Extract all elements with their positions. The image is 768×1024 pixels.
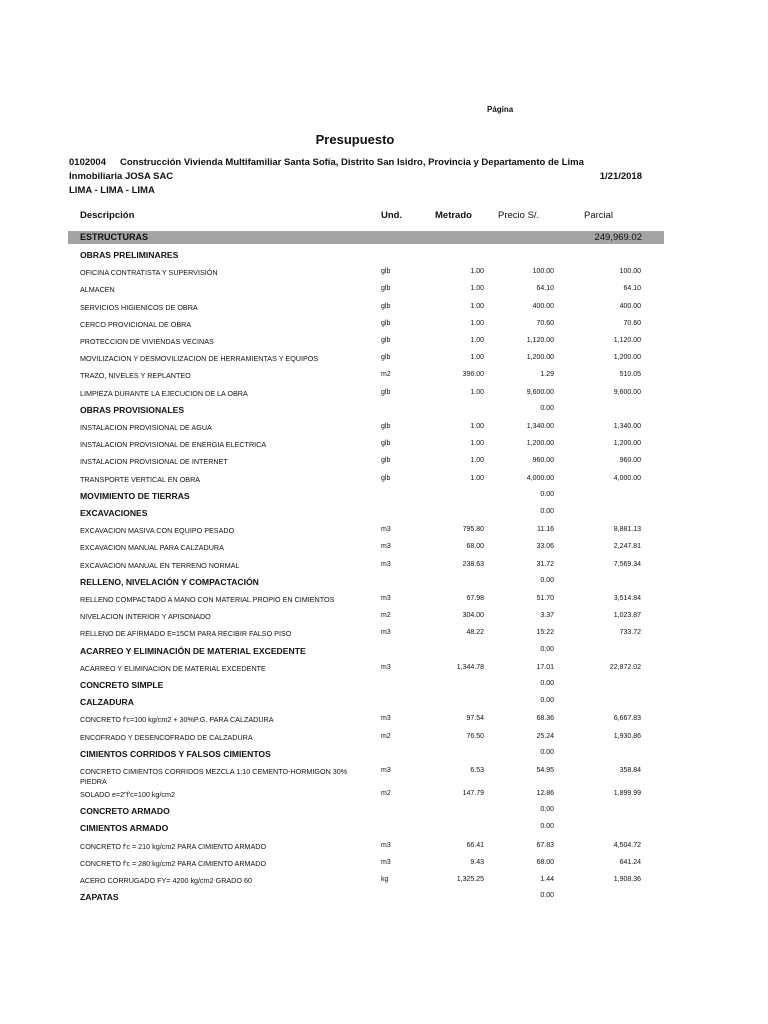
table-row — [0, 767, 768, 786]
table-row — [0, 440, 768, 454]
section-row — [0, 823, 768, 837]
row-quantity: 1.00 — [470, 423, 484, 430]
row-description: MOVIMIENTO DE TIERRAS — [80, 490, 190, 501]
row-partial: 1,930.86 — [613, 732, 641, 740]
table-row — [0, 859, 768, 873]
table-row — [0, 629, 768, 643]
row-price: 25.24 — [536, 732, 554, 740]
row-partial: 8,881.13 — [613, 526, 641, 534]
row-description: CONCRETO ARMADO — [80, 806, 170, 817]
row-quantity: 9.43 — [470, 858, 484, 866]
row-unit: glb — [381, 474, 391, 482]
table-row — [0, 354, 768, 368]
column-header-quantity: Metrado — [435, 210, 472, 221]
row-description: LIMPIEZA DURANTE LA EJECUCION DE LA OBRA — [80, 388, 248, 398]
row-description: OBRAS PRELIMINARES — [80, 250, 179, 260]
row-quantity: 304.00 — [462, 612, 484, 620]
row-price: 4,000.00 — [526, 474, 554, 482]
row-price: 1.44 — [540, 876, 554, 883]
row-price: 0.00 — [540, 697, 554, 705]
row-price: 12.86 — [536, 790, 554, 797]
row-price: 1,200.00 — [526, 440, 554, 448]
row-description: TRAZO, NIVELES Y REPLANTEO — [80, 371, 191, 381]
row-price: 0.00 — [540, 404, 554, 412]
row-quantity: 97.54 — [466, 715, 484, 723]
row-partial: 358.84 — [619, 767, 641, 774]
row-unit: m3 — [381, 841, 391, 849]
row-description: EXCAVACION MANUAL EN TERRENO NORMAL — [80, 560, 240, 570]
row-quantity: 1.00 — [470, 474, 484, 482]
row-price: 68.36 — [536, 715, 554, 723]
row-price: 54.95 — [536, 767, 554, 774]
row-unit: glb — [381, 457, 391, 465]
row-price: 64.10 — [536, 285, 554, 293]
row-unit: m3 — [381, 560, 391, 568]
row-partial: 960.00 — [619, 457, 641, 465]
table-row — [0, 842, 768, 856]
table-row — [0, 595, 768, 609]
row-price: 51.70 — [536, 595, 554, 602]
row-partial: 6,667.83 — [613, 715, 641, 723]
row-quantity: 1.00 — [470, 285, 484, 293]
row-description: NIVELACION INTERIOR Y APISONADO — [80, 612, 211, 622]
project-code: 0102004 — [69, 157, 106, 168]
row-partial: 400.00 — [619, 302, 641, 310]
page-label: Página — [487, 105, 514, 114]
row-price: 0.00 — [540, 823, 554, 831]
row-quantity: 66.41 — [466, 841, 484, 849]
section-row — [0, 491, 768, 505]
row-price: 1,200.00 — [526, 354, 554, 362]
table-row — [0, 303, 768, 317]
row-description: CONCRETO SIMPLE — [80, 680, 164, 690]
row-description: INSTALACION PROVISIONAL DE ENERGIA ELECTRICA — [80, 440, 267, 450]
section-row — [0, 405, 768, 419]
row-price: 400.00 — [532, 302, 554, 310]
row-partial: 22,872.02 — [609, 663, 641, 671]
row-unit: glb — [381, 285, 391, 293]
row-partial: 2,247.81 — [613, 543, 641, 551]
table-row — [0, 876, 768, 890]
row-partial: 4,000.00 — [613, 474, 641, 482]
row-unit: m2 — [381, 371, 391, 379]
section-row — [0, 680, 768, 694]
row-description: INSTALACION PROVISIONAL DE INTERNET — [80, 457, 228, 467]
section-row — [0, 577, 768, 591]
row-quantity: 1.00 — [470, 388, 484, 396]
row-quantity: 1.00 — [470, 337, 484, 344]
row-description: PROTECCION DE VIVIENDAS VECINAS — [80, 337, 214, 346]
row-description: EXCAVACIONES — [80, 508, 148, 518]
table-row — [0, 612, 768, 626]
row-partial: 1,908.36 — [613, 876, 641, 883]
row-quantity: 1.00 — [470, 354, 484, 362]
row-price: 0.00 — [540, 576, 554, 584]
row-description: CIMIENTOS ARMADO — [80, 823, 169, 834]
row-description: SOLADO e=2"f'c=100 kg/cm2 — [80, 790, 176, 799]
row-description-continued: PIEDRA — [80, 777, 107, 786]
row-description: CIMIENTOS CORRIDOS Y FALSOS CIMIENTOS — [80, 748, 271, 759]
table-row — [0, 320, 768, 334]
row-quantity: 1,325.25 — [456, 876, 484, 883]
row-price: 68.00 — [536, 858, 554, 866]
row-partial: 70.60 — [623, 319, 641, 327]
row-partial: 64.10 — [623, 285, 641, 293]
column-header-price: Precio S/. — [498, 210, 540, 221]
row-price: 0.00 — [540, 748, 554, 756]
row-partial: 7,569.34 — [613, 560, 641, 568]
page-title: Presupuesto — [315, 132, 395, 147]
row-quantity: 1.00 — [470, 268, 484, 276]
section-row — [0, 892, 768, 906]
row-quantity: 1,344.78 — [456, 663, 484, 671]
column-header-description: Descripción — [80, 210, 135, 221]
row-price: 100.00 — [532, 268, 554, 276]
row-description: CALZADURA — [80, 697, 134, 708]
row-quantity: 1.00 — [470, 319, 484, 327]
section-row — [0, 646, 768, 660]
row-partial: 4,504.72 — [613, 841, 641, 849]
row-price: 0.00 — [540, 508, 554, 515]
table-row — [0, 526, 768, 540]
row-description: ZAPATAS — [80, 892, 119, 903]
table-row — [0, 715, 768, 729]
row-description: OFICINA CONTRATISTA Y SUPERVISIÓN — [80, 268, 218, 278]
row-unit: m2 — [381, 612, 391, 620]
section-row — [0, 508, 768, 522]
column-header-unit: Und. — [381, 210, 403, 221]
table-row — [0, 733, 768, 747]
row-quantity: 6.53 — [470, 767, 484, 774]
row-description: EXCAVACION MANUAL PARA CALZADURA — [80, 543, 224, 553]
row-description: RELLENO, NIVELACIÓN Y COMPACTACIÓN — [80, 576, 259, 587]
row-quantity: 68.00 — [466, 543, 484, 551]
row-description: CONCRETO f'c=100 kg/cm2 + 30%P.G. PARA CALZADURA — [80, 715, 274, 725]
row-unit: m3 — [381, 526, 391, 534]
row-partial: 3,514.84 — [613, 595, 641, 602]
client-name: Inmobiliaria JOSA SAC — [69, 171, 174, 182]
row-price: 0.00 — [540, 892, 554, 900]
row-description: TRANSPORTE VERTICAL EN OBRA — [80, 474, 201, 484]
row-unit: m3 — [381, 858, 391, 866]
row-price: 960.00 — [532, 457, 554, 465]
row-description: MOVILIZACION Y DESMOVILIZACION DE HERRAMIENTAS Y EQUIPOS — [80, 354, 319, 364]
table-row — [0, 285, 768, 299]
section-bar-total: 249,969.02 — [594, 232, 642, 243]
row-unit: glb — [381, 337, 391, 344]
table-row — [0, 423, 768, 437]
row-partial: 733.72 — [619, 629, 641, 637]
row-price: 11.16 — [537, 526, 554, 534]
row-unit: glb — [381, 319, 391, 327]
row-partial: 1,120.00 — [613, 337, 641, 344]
row-description: EXCAVACION MASIVA CON EQUIPO PESADO — [80, 526, 235, 536]
row-unit: glb — [381, 268, 391, 276]
project-location: LIMA - LIMA - LIMA — [69, 185, 155, 196]
table-row — [0, 561, 768, 575]
row-description: CONCRETO f'c = 280 kg/cm2 PARA CIMIENTO ARMADO — [80, 858, 267, 868]
row-price: 1,340.00 — [526, 423, 554, 430]
row-unit: m2 — [381, 732, 391, 740]
section-bar — [68, 231, 664, 244]
table-row — [0, 268, 768, 282]
row-quantity: 1.00 — [470, 457, 484, 465]
table-row — [0, 371, 768, 385]
row-unit: m3 — [381, 715, 391, 723]
row-partial: 1,340.00 — [613, 423, 641, 430]
row-description: ENCOFRADO Y DESENCOFRADO DE CALZADURA — [80, 732, 253, 742]
row-description: ALMACEN — [80, 285, 115, 295]
row-partial: 641.24 — [619, 858, 641, 866]
row-partial: 9,600.00 — [613, 388, 641, 396]
row-quantity: 76.50 — [466, 732, 484, 740]
row-unit: m3 — [381, 767, 391, 774]
row-partial: 510.05 — [619, 371, 641, 379]
row-price: 70.60 — [536, 319, 554, 327]
section-row — [0, 697, 768, 711]
row-partial: 1,899.99 — [613, 790, 641, 797]
row-unit: m3 — [381, 543, 391, 551]
row-description: ACERO CORRUGADO FY= 4200 kg/cm2 GRADO 60 — [80, 876, 252, 885]
row-price: 1,120.00 — [526, 337, 554, 344]
row-description: RELLENO DE AFIRMADO E=15CM PARA RECIBIR FALSO PISO — [80, 629, 292, 639]
row-quantity: 48.22 — [466, 629, 484, 637]
row-description: CONCRETO f'c = 210 kg/cm2 PARA CIMIENTO ARMADO — [80, 841, 267, 851]
row-description: SERVICIOS HIGIENICOS DE OBRA — [80, 302, 198, 312]
row-price: 15.22 — [536, 629, 554, 637]
row-partial: 1,023.87 — [613, 612, 641, 620]
section-row — [0, 250, 768, 264]
row-price: 0.00 — [540, 680, 554, 687]
row-partial: 1,200.00 — [613, 354, 641, 362]
project-name: Construcción Vivienda Multifamiliar Santa Sofía, Distrito San Isidro, Provincia y Departamento de Lima — [120, 157, 584, 168]
row-partial: 1,200.00 — [613, 440, 641, 448]
row-unit: m3 — [381, 663, 391, 671]
row-description: RELLENO COMPACTADO A MANO CON MATERIAL PROPIO EN CIMIENTOS — [80, 595, 335, 604]
table-row — [0, 475, 768, 489]
row-unit: kg — [381, 876, 389, 883]
row-quantity: 238.63 — [462, 560, 484, 568]
budget-date: 1/21/2018 — [599, 171, 642, 182]
row-price: 31.72 — [536, 560, 554, 568]
row-description: INSTALACION PROVISIONAL DE AGUA — [80, 423, 212, 432]
table-row — [0, 543, 768, 557]
row-unit: m3 — [381, 629, 391, 637]
row-quantity: 1.00 — [470, 440, 484, 448]
row-unit: glb — [381, 354, 391, 362]
section-row — [0, 749, 768, 763]
row-description: ACARREO Y ELIMINACIÓN DE MATERIAL EXCEDENTE — [80, 645, 306, 656]
table-row — [0, 389, 768, 403]
row-unit: glb — [381, 423, 391, 430]
row-price: 9,600.00 — [526, 388, 554, 396]
row-quantity: 67.98 — [466, 595, 484, 602]
row-quantity: 396.00 — [462, 371, 484, 379]
table-row — [0, 337, 768, 351]
row-unit: glb — [381, 388, 391, 396]
row-price: 17.01 — [536, 663, 554, 671]
row-quantity: 1.00 — [470, 302, 484, 310]
section-bar-label: ESTRUCTURAS — [80, 232, 149, 242]
row-unit: m2 — [381, 790, 391, 797]
section-row — [0, 806, 768, 820]
row-partial: 100.00 — [619, 268, 641, 276]
table-row — [0, 790, 768, 804]
row-description: CONCRETO CIMIENTOS CORRIDOS MEZCLA 1:10 CEMENTO-HORMIGON 30% — [80, 767, 348, 776]
row-price: 0.00 — [540, 490, 554, 498]
row-price: 0.00 — [540, 806, 554, 814]
row-price: 67.83 — [536, 841, 554, 849]
row-price: 33.06 — [536, 543, 554, 551]
row-unit: glb — [381, 440, 391, 448]
row-description: ACARREO Y ELIMINACION DE MATERIAL EXCEDENTE — [80, 663, 266, 673]
row-quantity: 147.79 — [462, 790, 484, 797]
column-header-partial: Parcial — [584, 210, 614, 221]
table-row — [0, 664, 768, 678]
row-unit: m3 — [381, 595, 391, 602]
table-row — [0, 457, 768, 471]
row-price: 1.29 — [540, 371, 554, 379]
row-price: 0.00 — [540, 645, 554, 653]
row-price: 3.37 — [540, 612, 554, 620]
row-description: OBRAS PROVISIONALES — [80, 404, 185, 415]
row-description: CERCO PROVICIONAL DE OBRA — [80, 319, 192, 329]
row-quantity: 795.80 — [462, 526, 484, 534]
row-unit: glb — [381, 302, 391, 310]
